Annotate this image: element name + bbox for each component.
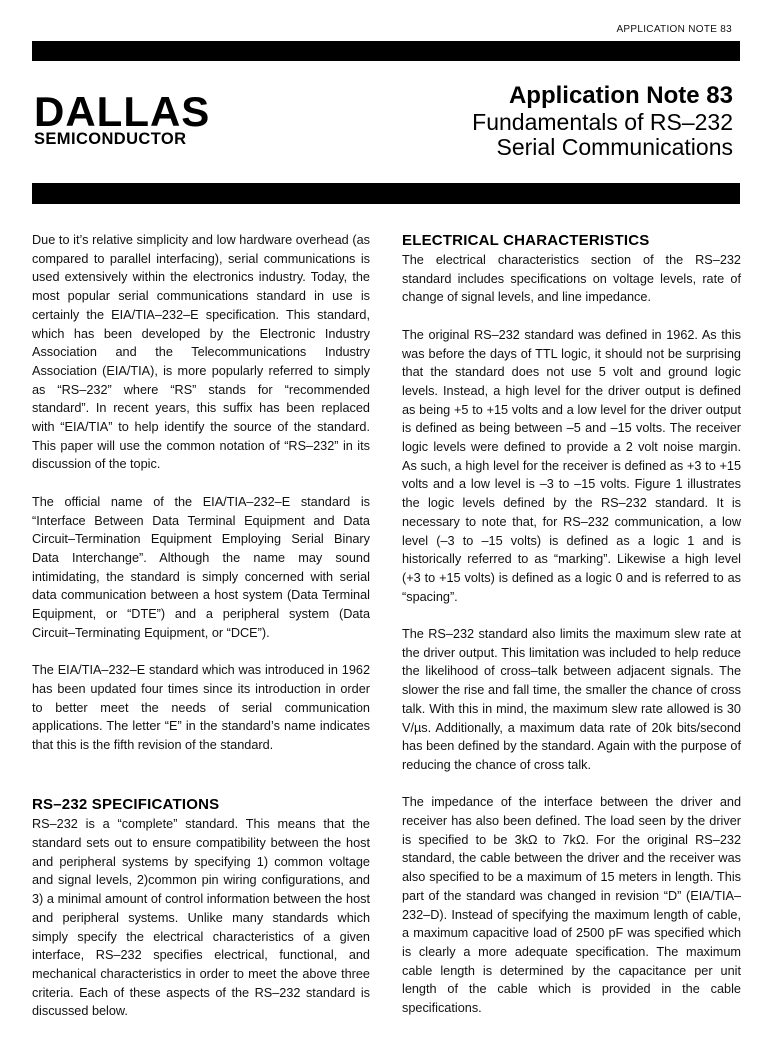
left-column <box>32 231 370 1040</box>
top-rule-bar <box>32 41 740 61</box>
specifications-paragraph: RS–232 is a “complete” standard. This means that the standard sets out to ensure compatibility between the host and peripheral systems by specifying 1) common voltage and signal levels, 2)common pin wiring configurations, and 3) a minimal amount of control information between the host and peripheral systems. Unlike many standards which simply specify the electrical characteristics of a given interface, RS–232 specifies electrical, functional, and mechanical characteristics in order to meet the above three criteria. Each of these aspects of the RS–232 standard is discussed below. <box>32 817 370 1019</box>
section-heading-electrical: ELECTRICAL CHARACTERISTICS <box>402 232 650 249</box>
electrical-intro-paragraph: The electrical characteristics section of the RS–232 standard includes specifications on voltage levels, rate of change of signal levels, and line impedance. <box>402 253 741 305</box>
slew-rate-paragraph: The RS–232 standard also limits the maximum slew rate at the driver output. This limitation was included to help reduce the likelihood of cross–talk between adjacent signals. The slower the rise and fall time, the smaller the chance of cross talk. With this in mind, the maximum slew rate allowed is 30 V/µs. Additionally, a maximum data rate of 20k bits/second has been defined by the standard. Again with the purpose of reducing the chance of cross talk. <box>402 627 741 772</box>
voltage-levels-paragraph: The original RS–232 standard was defined in 1962. As this was before the days of TTL logic, it should not be surprising that the standard does not use 5 volt and ground logic levels. Instead, a high level for the driver output is defined as being +5 to +15 volts and a low level for the driver output is defined as being between –5 and –15 volts. The receiver logic levels were defined to provide a 2 volt noise margin. As such, a high level for the receiver is defined as +3 to +15 volts and a low level is –3 to –15 volts. Figure 1 illustrates the logic levels defined by the RS–232 standard. It is necessary to note that, for RS–232 communication, a low level (–3 to –15 volts) is defined as a logic 1 and is historically referred to as “marking”. Likewise a high level (+3 to +15 volts) is defined as a logic 0 and is referred to as “spacing”. <box>402 327 741 604</box>
logo-subtitle: SEMICONDUCTOR <box>34 130 187 148</box>
revision-history-paragraph: The EIA/TIA–232–E standard which was introduced in 1962 has been updated four times since its introduction in order to better meet the needs of serial communication applications. The letter “E” in the standard’s name indicates that this is the fifth revision of the standard. <box>32 663 370 752</box>
running-header: APPLICATION NOTE 83 <box>616 24 732 35</box>
document-title: Application Note 83 <box>508 82 733 109</box>
document-title-block <box>472 82 733 160</box>
logo-wordmark: DALLAS <box>34 88 211 135</box>
intro-paragraph: Due to it’s relative simplicity and low hardware overhead (as compared to parallel interfacing), serial communications is used extensively within the electronics industry. Today, the most popular serial communications standard in use is certainly the EIA/TIA–232–E specification. This standard, which has been developed by the Electronic Industry Association and the Telecommunications Industry Association (EIA/TIA), is more popularly referred to simply as “RS–232” where “RS” stands for “recommended standard”. In recent years, this suffix has been replaced with “EIA/TIA” to help identify the source of the standard. This paper will use the common notation of “RS–232” in its discussion of the topic. <box>32 233 370 472</box>
company-logo <box>34 88 211 148</box>
title-rule-bar <box>32 183 740 204</box>
impedance-paragraph: The impedance of the interface between the driver and receiver has also been defined. The load seen by the driver is specified to be 3kΩ to 7kΩ. For the original RS–232 standard, the cable between the driver and the receiver was also specified to be a maximum of 15 meters in length. This part of the standard was changed in revision “D” (EIA/TIA–232–D). Instead of specifying the maximum length of cable, a maximum capacitive load of 2500 pF was specified which is clearly a more adequate specification. The maximum cable length is determined by the capacitance per unit length of the cable which is provided in the cable specifications. <box>402 795 741 1016</box>
official-name-paragraph: The official name of the EIA/TIA–232–E standard is “Interface Between Data Terminal Equipment and Data Circuit–Termination Equipment Employing Serial Binary Data Interchange”. Although the name may sound intimidating, the standard is simply concerned with serial data communication between a host system (Data Terminal Equipment, or “DTE”) and a peripheral system (Data Circuit–Terminating Equipment, or “DCE”). <box>32 494 370 640</box>
right-column <box>402 231 741 1036</box>
document-subtitle-line-1: Fundamentals of RS–232 <box>472 109 733 135</box>
document-subtitle-line-2: Serial Communications <box>496 134 733 160</box>
section-heading-specifications: RS–232 SPECIFICATIONS <box>32 796 220 814</box>
